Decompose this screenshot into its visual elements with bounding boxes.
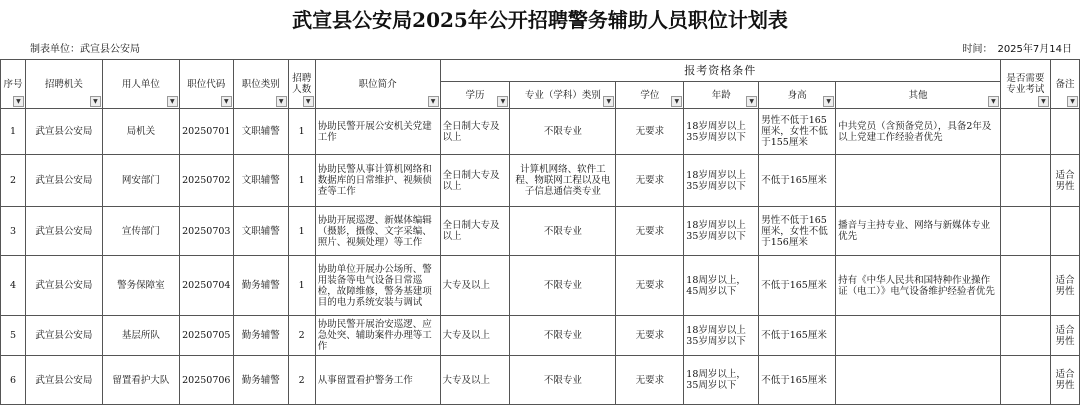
filter-dropdown-icon[interactable]: ▼ [276,96,287,107]
header-conditions: 报考资格条件 [440,60,1000,82]
filter-dropdown-icon[interactable]: ▼ [1038,96,1049,107]
cell-agency[interactable]: 武宣县公安局 [25,155,102,207]
cell-unit[interactable]: 基层所队 [102,316,179,356]
date-label: 时间： 2025年7月14日 [962,44,1072,55]
cell-category[interactable]: 勤务辅警 [233,316,288,356]
header-age[interactable]: 年龄 ▼ [684,82,759,109]
cell-unit[interactable]: 局机关 [102,109,179,155]
header-education[interactable]: 学历 ▼ [440,82,510,109]
table-row [1,155,1080,207]
cell-major[interactable]: 不限专业 [510,109,616,155]
cell-category[interactable]: 勤务辅警 [233,356,288,405]
table-row [1,207,1080,256]
cell-unit[interactable]: 网安部门 [102,155,179,207]
cell-intro[interactable]: 协助民警从事计算机网络和数据库的日常维护、视频侦查等工作 [315,155,440,207]
cell-exam[interactable] [1000,256,1050,316]
cell-agency[interactable]: 武宣县公安局 [25,207,102,256]
cell-age[interactable]: 18岁周岁以上35岁周岁以下 [684,155,759,207]
cell-no[interactable]: 5 [1,316,26,356]
cell-remark[interactable] [1050,207,1079,256]
cell-age[interactable]: 18岁周岁以上35岁周岁以下 [684,207,759,256]
cell-agency[interactable]: 武宣县公安局 [25,109,102,155]
prepared-by: 制表单位：武宣县公安局 [30,44,140,55]
table-row [1,109,1080,155]
cell-age[interactable]: 18岁周岁以上35岁周岁以下 [684,109,759,155]
cell-code[interactable]: 20250702 [179,155,233,207]
cell-agency[interactable]: 武宣县公安局 [25,256,102,316]
cell-category[interactable]: 文职辅警 [233,207,288,256]
cell-other[interactable] [836,155,1001,207]
cell-other[interactable]: 持有《中华人民共和国特种作业操作证（电工）》电气设备维护经验者优先 [836,256,1001,316]
cell-count[interactable]: 1 [288,109,315,155]
filter-dropdown-icon[interactable]: ▼ [988,96,999,107]
cell-count[interactable]: 2 [288,316,315,356]
cell-major[interactable]: 不限专业 [510,316,616,356]
cell-unit[interactable]: 警务保障室 [102,256,179,316]
header-count[interactable]: 招聘人数 ▼ [288,60,315,109]
cell-no[interactable]: 2 [1,155,26,207]
table-row [1,356,1080,405]
header-exam[interactable]: 是否需要专业考试 ▼ [1000,60,1050,109]
header-agency[interactable]: 招聘机关 ▼ [25,60,102,109]
header-category[interactable]: 职位类别 ▼ [233,60,288,109]
header-intro[interactable]: 职位简介 ▼ [315,60,440,109]
cell-height[interactable]: 不低于165厘米 [759,356,836,405]
cell-no[interactable]: 4 [1,256,26,316]
filter-dropdown-icon[interactable]: ▼ [823,96,834,107]
cell-code[interactable]: 20250701 [179,109,233,155]
filter-dropdown-icon[interactable]: ▼ [746,96,757,107]
cell-remark[interactable]: 适合男性 [1050,316,1079,356]
filter-dropdown-icon[interactable]: ▼ [303,96,314,107]
cell-education[interactable]: 大专及以上 [440,356,510,405]
filter-dropdown-icon[interactable]: ▼ [428,96,439,107]
cell-degree[interactable]: 无要求 [616,109,684,155]
cell-intro[interactable]: 协助民警开展公安机关党建工作 [315,109,440,155]
cell-degree[interactable]: 无要求 [616,207,684,256]
header-remark[interactable]: 备注 ▼ [1050,60,1079,109]
cell-exam[interactable] [1000,356,1050,405]
cell-count[interactable]: 1 [288,256,315,316]
cell-height[interactable]: 不低于165厘米 [759,316,836,356]
cell-category[interactable]: 文职辅警 [233,109,288,155]
page-title: 武宣县公安局2025年公开招聘警务辅助人员职位计划表 [292,8,788,32]
cell-count[interactable]: 1 [288,207,315,256]
cell-degree[interactable]: 无要求 [616,155,684,207]
cell-intro[interactable]: 协助单位开展办公场所、警用装备等电气设备日常巡检，故障维修，警务基建项目的电力系统安装与调试 [315,256,440,316]
cell-height[interactable]: 男性不低于165厘米，女性不低于155厘米 [759,109,836,155]
cell-category[interactable]: 勤务辅警 [233,256,288,316]
cell-height[interactable]: 不低于165厘米 [759,256,836,316]
cell-other[interactable]: 播音与主持专业、网络与新媒体专业优先 [836,207,1001,256]
cell-age[interactable]: 18周岁以上，35周岁以下 [684,356,759,405]
cell-height[interactable]: 不低于165厘米 [759,155,836,207]
cell-exam[interactable] [1000,155,1050,207]
table-row [1,316,1080,356]
cell-no[interactable]: 3 [1,207,26,256]
cell-major[interactable]: 不限专业 [510,256,616,316]
filter-dropdown-icon[interactable]: ▼ [13,96,24,107]
cell-code[interactable]: 20250705 [179,316,233,356]
header-unit[interactable]: 用人单位 ▼ [102,60,179,109]
filter-dropdown-icon[interactable]: ▼ [90,96,101,107]
cell-code[interactable]: 20250704 [179,256,233,316]
cell-degree[interactable]: 无要求 [616,256,684,316]
cell-agency[interactable]: 武宣县公安局 [25,316,102,356]
cell-degree[interactable]: 无要求 [616,316,684,356]
table-row [1,256,1080,316]
cell-intro[interactable]: 从事留置看护警务工作 [315,356,440,405]
cell-education[interactable]: 全日制大专及以上 [440,207,510,256]
cell-age[interactable]: 18周岁以上，45周岁以下 [684,256,759,316]
header-code[interactable]: 职位代码 ▼ [179,60,233,109]
cell-no[interactable]: 6 [1,356,26,405]
cell-education[interactable]: 全日制大专及以上 [440,155,510,207]
cell-major[interactable]: 计算机网络、软件工程、物联网工程以及电子信息通信类专业 [510,155,616,207]
header-major[interactable]: 专业（学科）类别 ▼ [510,82,616,109]
cell-unit[interactable]: 宣传部门 [102,207,179,256]
filter-dropdown-icon[interactable]: ▼ [603,96,614,107]
header-height[interactable]: 身高 ▼ [759,82,836,109]
cell-intro[interactable]: 协助民警开展治安巡逻、应急处突、辅助案件办理等工作 [315,316,440,356]
cell-major[interactable]: 不限专业 [510,356,616,405]
cell-remark[interactable]: 适合男性 [1050,155,1079,207]
cell-remark[interactable]: 适合男性 [1050,256,1079,316]
cell-height[interactable]: 男性不低于165厘米，女性不低于156厘米 [759,207,836,256]
cell-unit[interactable]: 留置看护大队 [102,356,179,405]
cell-other[interactable]: 中共党员（含预备党员），具备2年及以上党建工作经验者优先 [836,109,1001,155]
cell-code[interactable]: 20250706 [179,356,233,405]
filter-dropdown-icon[interactable]: ▼ [497,96,508,107]
header-other[interactable]: 其他 ▼ [836,82,1001,109]
cell-count[interactable]: 2 [288,356,315,405]
cell-other[interactable] [836,356,1001,405]
cell-exam[interactable] [1000,316,1050,356]
cell-exam[interactable] [1000,207,1050,256]
cell-education[interactable]: 大专及以上 [440,316,510,356]
cell-count[interactable]: 1 [288,155,315,207]
cell-education[interactable]: 大专及以上 [440,256,510,316]
filter-dropdown-icon[interactable]: ▼ [1067,96,1078,107]
cell-remark[interactable] [1050,109,1079,155]
filter-dropdown-icon[interactable]: ▼ [221,96,232,107]
cell-agency[interactable]: 武宣县公安局 [25,356,102,405]
cell-other[interactable] [836,316,1001,356]
cell-degree[interactable]: 无要求 [616,356,684,405]
cell-exam[interactable] [1000,109,1050,155]
cell-category[interactable]: 文职辅警 [233,155,288,207]
header-no[interactable]: 序号 ▼ [1,60,26,109]
cell-major[interactable]: 不限专业 [510,207,616,256]
recruitment-table [0,59,1080,405]
cell-remark[interactable]: 适合男性 [1050,356,1079,405]
cell-code[interactable]: 20250703 [179,207,233,256]
cell-no[interactable]: 1 [1,109,26,155]
cell-age[interactable]: 18岁周岁以上35岁周岁以下 [684,316,759,356]
filter-dropdown-icon[interactable]: ▼ [167,96,178,107]
cell-intro[interactable]: 协助开展巡逻、新媒体编辑（摄影，摄像、文字采编、照片、视频处理）等工作 [315,207,440,256]
filter-dropdown-icon[interactable]: ▼ [671,96,682,107]
header-degree[interactable]: 学位 ▼ [616,82,684,109]
cell-education[interactable]: 全日制大专及以上 [440,109,510,155]
